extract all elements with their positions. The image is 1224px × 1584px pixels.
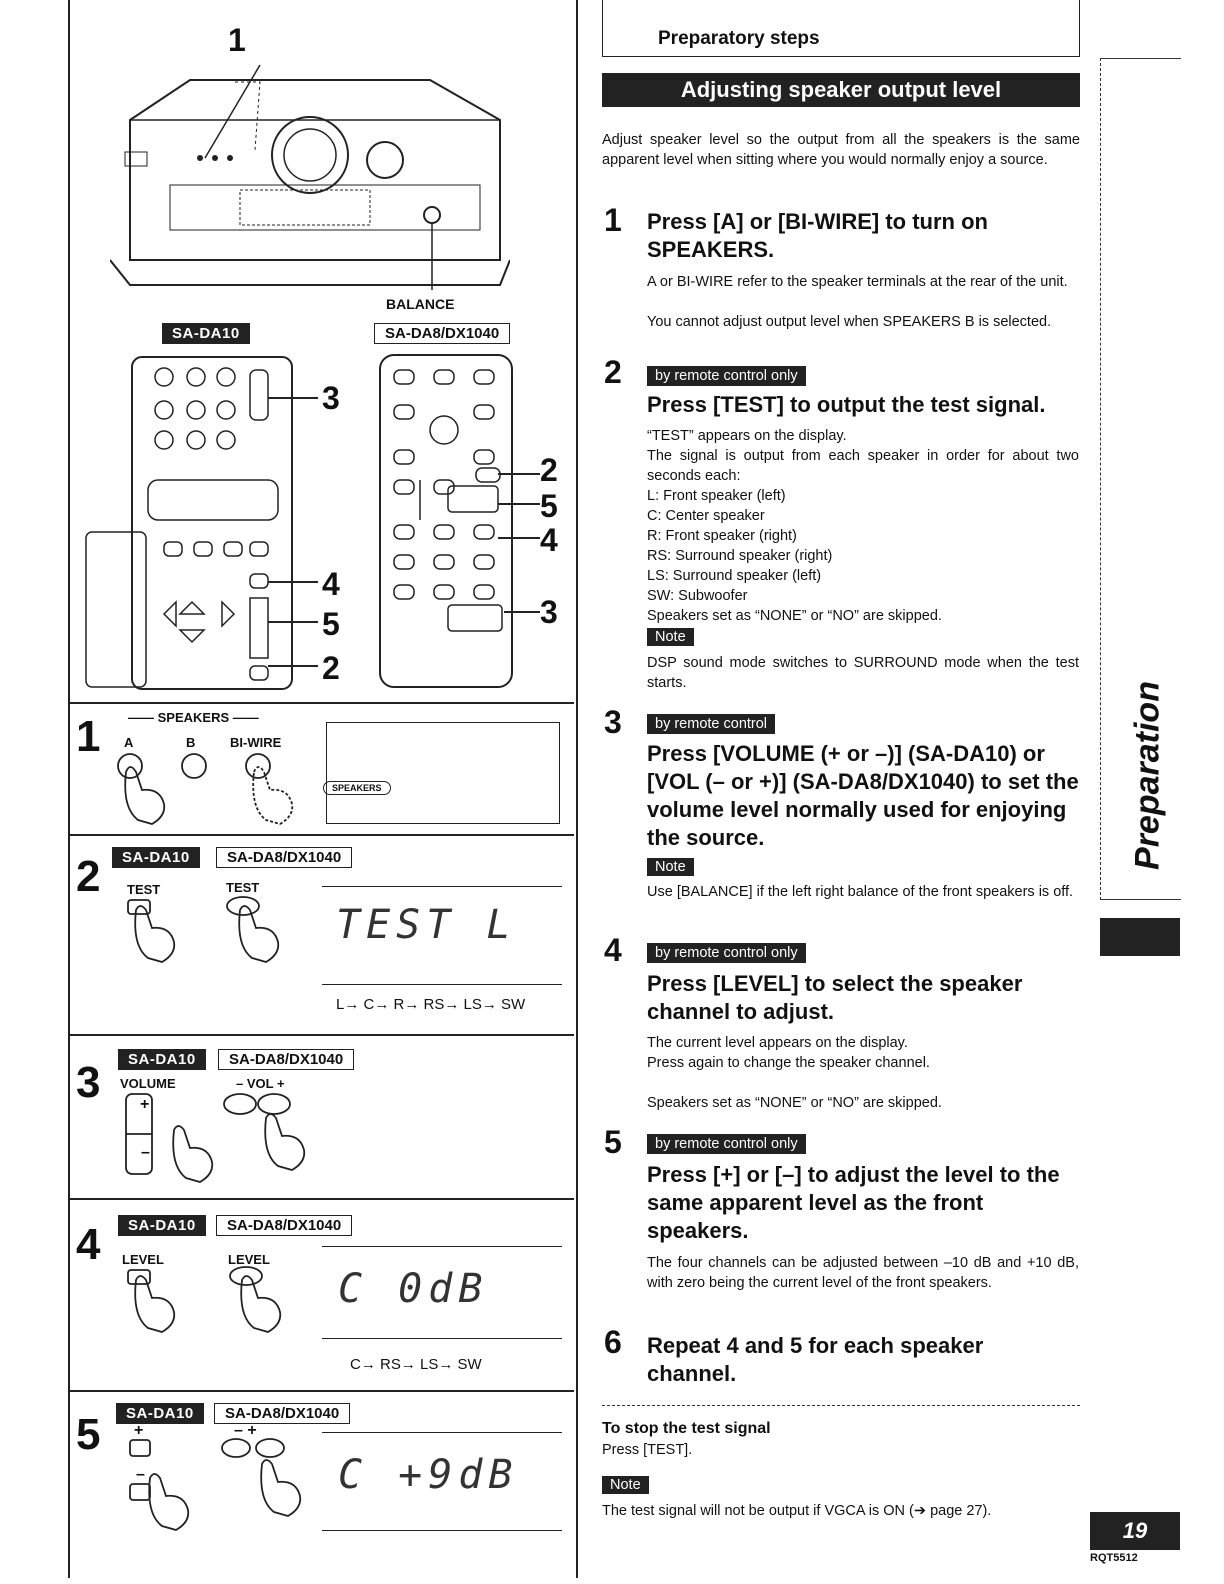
step-5-remote-badge: by remote control only bbox=[647, 1134, 806, 1154]
remote-b-callout-3: 3 bbox=[540, 594, 558, 630]
remote-a-callout-5: 5 bbox=[322, 606, 340, 642]
volume-label: VOLUME bbox=[120, 1076, 176, 1091]
step-5-badge-sa-da8: SA-DA8/DX1040 bbox=[214, 1403, 350, 1424]
step-2-badge-sa-da8: SA-DA8/DX1040 bbox=[216, 847, 352, 868]
step-1-num-right: 1 bbox=[604, 202, 622, 238]
step-5-display-bottom-line bbox=[322, 1530, 562, 1531]
remote-b-callout-2: 2 bbox=[540, 452, 558, 488]
step-5-heading: Press [+] or [–] to adjust the level to the same apparent level as the front speakers. bbox=[647, 1162, 1060, 1243]
step-1-body-2: You cannot adjust output level when SPEAKERS B is selected. bbox=[647, 314, 1052, 330]
step-2-sequence: L→ C→ R→ RS→ LS→ SW bbox=[336, 996, 526, 1013]
button-b-label: B bbox=[186, 735, 196, 750]
button-biwire-label: BI-WIRE bbox=[230, 735, 282, 750]
step-1-hands-pressing-buttons bbox=[110, 752, 310, 828]
step-4-display-top-line bbox=[322, 1246, 562, 1247]
doc-code: RQT5512 bbox=[1090, 1552, 1138, 1564]
display-speakers-indicator: SPEAKERS bbox=[323, 781, 391, 795]
step-5-body: The four channels can be adjusted between –10 dB and +10 dB, with zero being the current level of the front speakers. bbox=[647, 1255, 1079, 1291]
step-2-num-right: 2 bbox=[604, 354, 622, 390]
step-5-display-top-line bbox=[322, 1432, 562, 1433]
step-1-number: 1 bbox=[76, 712, 101, 761]
balance-label: BALANCE bbox=[386, 296, 455, 312]
stop-test-text: Press [TEST]. bbox=[602, 1442, 693, 1458]
remote-a-callout-4: 4 bbox=[322, 566, 340, 602]
step-4-badge-sa-da10: SA-DA10 bbox=[118, 1215, 206, 1236]
preparatory-steps-label: Preparatory steps bbox=[658, 28, 820, 49]
remote-a-callout-2: 2 bbox=[322, 650, 340, 686]
step-2-line-1: “TEST” appears on the display. bbox=[647, 428, 847, 444]
step-3-number: 3 bbox=[76, 1058, 101, 1107]
step-3-note: Use [BALANCE] if the left right balance of the front speakers is off. bbox=[647, 884, 1074, 900]
step-3-heading: Press [VOLUME (+ or –)] (SA-DA10) or [VOL (– or +)] (SA-DA8/DX1040) to set the volume level normally used for enjoying the source. bbox=[647, 741, 1079, 850]
final-note-text: The test signal will not be output if VGCA is ON (➔ page 27). bbox=[602, 1503, 992, 1519]
level-label-a: LEVEL bbox=[122, 1252, 164, 1267]
step-1-heading: Press [A] or [BI-WIRE] to turn on SPEAKERS. bbox=[647, 209, 988, 262]
step-2-hands-pressing-test bbox=[118, 896, 308, 972]
divider-line bbox=[602, 1405, 1080, 1406]
remote-b-callout-lines bbox=[496, 460, 546, 630]
step-5-num-right: 5 bbox=[604, 1124, 622, 1160]
step-2-number: 2 bbox=[76, 852, 101, 901]
step-3-badge-sa-da8: SA-DA8/DX1040 bbox=[218, 1049, 354, 1070]
model-badge-sa-da10: SA-DA10 bbox=[162, 323, 250, 344]
step-4-hands-pressing-level bbox=[118, 1266, 308, 1342]
step-2-line-8: SW: Subwoofer bbox=[647, 588, 748, 604]
step-2-display-top-line bbox=[322, 886, 562, 887]
test-label-b: TEST bbox=[226, 880, 260, 895]
step-2-badge-sa-da10: SA-DA10 bbox=[112, 847, 200, 868]
level-label-b: LEVEL bbox=[228, 1252, 270, 1267]
final-note-badge: Note bbox=[602, 1476, 649, 1494]
step-4-sequence: C→ RS→ LS→ SW bbox=[350, 1356, 482, 1373]
step-5-hands-pressing-plus-minus bbox=[124, 1438, 314, 1534]
step-4-heading: Press [LEVEL] to select the speaker channel to adjust. bbox=[647, 971, 1023, 1024]
step-2-remote-badge: by remote control only bbox=[647, 366, 806, 386]
step-4-remote-badge: by remote control only bbox=[647, 943, 806, 963]
step-1-body-1: A or BI-WIRE refer to the speaker terminals at the rear of the unit. bbox=[647, 274, 1068, 290]
step-2-line-9: Speakers set as “NONE” or “NO” are skipped. bbox=[647, 608, 942, 624]
speakers-label: SPEAKERS bbox=[157, 710, 230, 725]
step-2-note-badge: Note bbox=[647, 628, 694, 646]
callout-1: 1 bbox=[228, 22, 246, 58]
step-2-line-5: R: Front speaker (right) bbox=[647, 528, 797, 544]
amplifier-front-panel-drawing bbox=[110, 60, 510, 290]
step-2-display-bottom-line bbox=[322, 984, 562, 985]
step-3-num-right: 3 bbox=[604, 704, 622, 740]
remote-control-sa-da8-drawing bbox=[376, 350, 516, 690]
step-3-remote-badge: by remote control bbox=[647, 714, 775, 734]
step-3-note-badge: Note bbox=[647, 858, 694, 876]
step-4-body-1: The current level appears on the display. bbox=[647, 1035, 908, 1051]
step-6-num-right: 6 bbox=[604, 1324, 622, 1360]
step-2-line-2: The signal is output from each speaker in order for about two seconds each: bbox=[647, 448, 1079, 484]
step-2-note: DSP sound mode switches to SURROUND mode when the test starts. bbox=[647, 655, 1079, 691]
volume-minus: – bbox=[141, 1144, 150, 1161]
step-5-minus: – bbox=[136, 1466, 145, 1483]
section-title: Adjusting speaker output level bbox=[602, 73, 1080, 107]
step-4-display-bottom-line bbox=[322, 1338, 562, 1339]
step-4-badge-sa-da8: SA-DA8/DX1040 bbox=[216, 1215, 352, 1236]
stop-test-title: To stop the test signal bbox=[602, 1420, 771, 1437]
side-tab-label: Preparation bbox=[1128, 681, 1167, 870]
step-2-line-3: L: Front speaker (left) bbox=[647, 488, 786, 504]
step-2-body bbox=[647, 426, 1079, 626]
step-2-lcd-test: TEST L bbox=[336, 902, 517, 948]
step-4-body-3: Speakers set as “NONE” or “NO” are skipped. bbox=[647, 1095, 942, 1111]
side-tab bbox=[1118, 676, 1178, 876]
page-number: 19 bbox=[1090, 1512, 1180, 1550]
remote-a-callout-lines bbox=[260, 370, 330, 680]
step-2-line-4: C: Center speaker bbox=[647, 508, 765, 524]
step-2-line-6: RS: Surround speaker (right) bbox=[647, 548, 833, 564]
step-4-lcd: C 0dB bbox=[338, 1266, 489, 1312]
speakers-label-row: —— SPEAKERS —— bbox=[128, 710, 259, 725]
test-label-a: TEST bbox=[127, 882, 161, 897]
step-5-plus: + bbox=[134, 1422, 144, 1439]
step-4-number: 4 bbox=[76, 1220, 101, 1269]
remote-b-callout-5: 5 bbox=[540, 488, 558, 524]
model-badge-sa-da8: SA-DA8/DX1040 bbox=[374, 323, 510, 344]
remote-a-callout-3: 3 bbox=[322, 380, 340, 416]
step-2-heading: Press [TEST] to output the test signal. bbox=[647, 392, 1046, 417]
side-tab-marker bbox=[1100, 918, 1180, 956]
vol-label: – VOL + bbox=[236, 1076, 285, 1091]
intro-text: Adjust speaker level so the output from all the speakers is the same apparent level when sitting where you would normally enjoy a source. bbox=[602, 132, 1080, 168]
volume-plus: + bbox=[140, 1096, 150, 1113]
step-3-badge-sa-da10: SA-DA10 bbox=[118, 1049, 206, 1070]
button-a-label: A bbox=[124, 735, 134, 750]
step-5-number: 5 bbox=[76, 1410, 101, 1459]
step-5-plus-minus: – + bbox=[234, 1422, 257, 1439]
step-4-num-right: 4 bbox=[604, 932, 622, 968]
step-5-lcd: C +9dB bbox=[338, 1452, 519, 1498]
remote-b-callout-4: 4 bbox=[540, 522, 558, 558]
step-1-display bbox=[326, 722, 560, 824]
step-3-volume-buttons-and-hands bbox=[120, 1090, 320, 1186]
step-5-badge-sa-da10: SA-DA10 bbox=[116, 1403, 204, 1424]
step-4-body-2: Press again to change the speaker channel. bbox=[647, 1055, 930, 1071]
step-2-line-7: LS: Surround speaker (left) bbox=[647, 568, 822, 584]
step-6-heading: Repeat 4 and 5 for each speaker channel. bbox=[647, 1333, 984, 1386]
